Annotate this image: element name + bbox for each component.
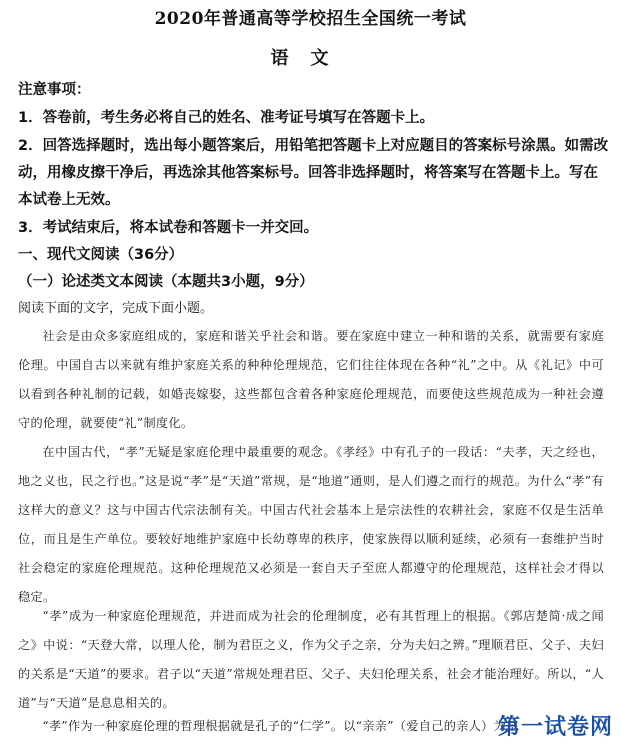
passage-paragraph-3: “孝”成为一种家庭伦理规范，并进而成为社会的伦理制度，必有其哲理上的根据。《郭店楚简·成之闻之》中说：“天登大常，以理人伦，制为君臣之义，作为父子之亲，分为夫妇之辨。”理顺君臣、父子、夫妇的关系是“天道”的要求。君子以“天道”常规处理君臣、父子、夫妇伦理关系，社会才能治理好。所以，“人道”与“天道”是息息相关的。 — [18, 609, 604, 710]
notice-heading: 注意事项： — [18, 82, 91, 98]
sub-section-heading: （一）论述类文本阅读（本题共3小题，9分） — [18, 274, 314, 290]
notice-item-2-line-3: 本试卷上无效。 — [18, 192, 120, 208]
exam-title: 2020年普通高等学校招生全国统一考试 — [154, 9, 467, 29]
notice-item-2-line-2: 动，用橡皮擦干净后，再选涂其他答案标号。回答非选择题时，将答案写在答题卡上。写在 — [18, 165, 598, 181]
subject-title: 语文 — [270, 48, 351, 69]
notice-item-3: 3．考试结束后，将本试卷和答题卡一并交回。 — [18, 220, 319, 236]
passage-paragraph-2: 在中国古代，“孝”无疑是家庭伦理中最重要的观念。《孝经》中有孔子的一段话：“夫孝，天之经也，地之义也，民之行也。”这是说“孝”是“天道”常规，是“地道”通则，是人们遵之而行的规范。为什么“孝”有这样大的意义？这与中国古代宗法制有关。中国古代社会基本上是宗法性的农耕社会，家庭不仅是生活单位，而且是生产单位。要较好地维护家庭中长幼尊卑的秩序，使家族得以顺利延续，必须有一套维护当时社会稳定的家庭伦理规范。这种伦理规范又必须是一套自天子至庶人都遵守的伦理规范，这样社会才得以稳定。 — [18, 445, 604, 604]
passage-paragraph-1: 社会是由众多家庭组成的，家庭和谐关乎社会和谐。要在家庭中建立一种和谐的关系，就需要有家庭伦理。中国自古以来就有维护家庭关系的种种伦理规范，它们往往体现在各种“礼”之中。从《礼记》中可以看到各种礼制的记载，如婚丧嫁娶，这些都包含着各种家庭伦理规范，而要使这些规范成为一种社会遵守的伦理，就要使“礼”制度化。 — [18, 329, 604, 430]
section-heading: 一、现代文阅读（36分） — [18, 247, 184, 263]
notice-item-2-line-1: 2．回答选择题时，选出每小题答案后，用铅笔把答题卡上对应题目的答案标号涂黑。如需改 — [18, 138, 609, 154]
passage-paragraph-4: “孝”作为一种家庭伦理的哲理根据就是孔子的“仁学”。以“亲亲”（爱自己的亲人）为基 — [42, 719, 519, 733]
notice-item-1: 1．答卷前，考生务必将自己的姓名、准考证号填写在答题卡上。 — [18, 110, 435, 126]
site-watermark: 第一试卷网 — [497, 715, 613, 740]
reading-instruction: 阅读下面的文字，完成下面小题。 — [18, 301, 214, 316]
